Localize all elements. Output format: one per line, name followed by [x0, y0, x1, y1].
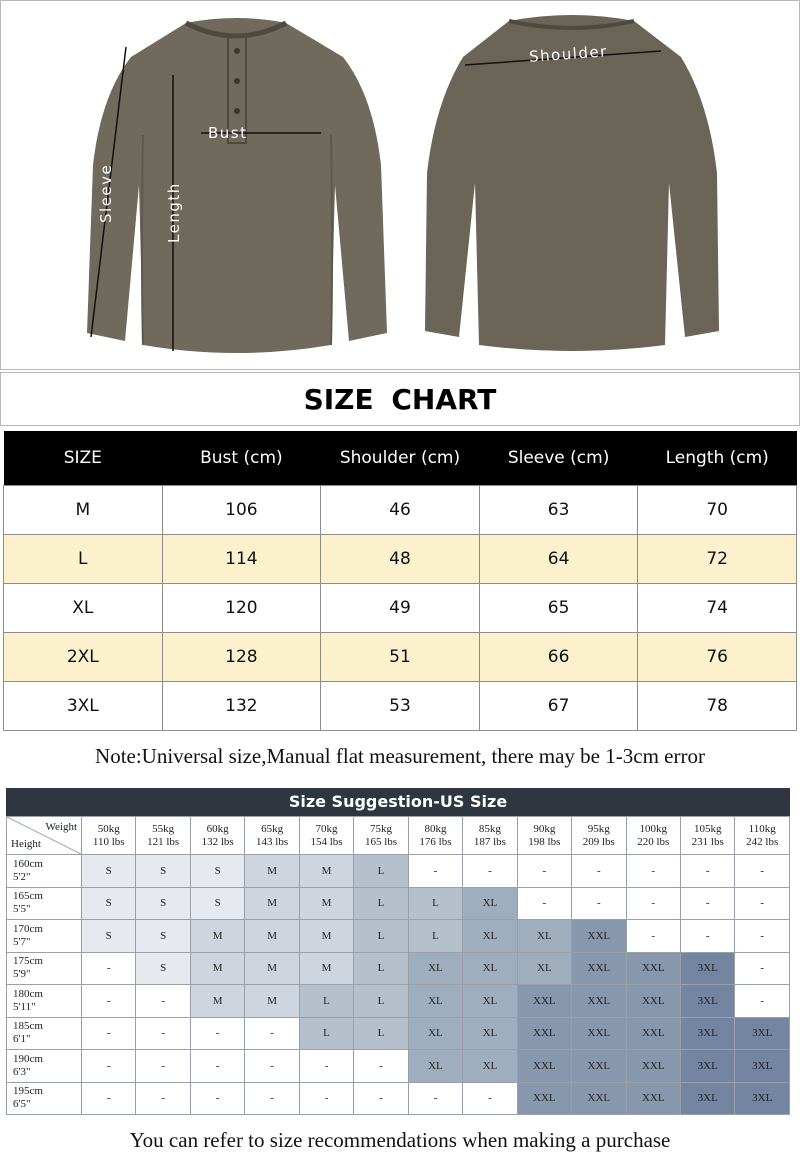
suggested-size-cell: S: [136, 952, 190, 985]
suggested-size-cell: L: [354, 1017, 408, 1050]
measurement-cell: 53: [321, 681, 480, 730]
weight-kg: 90kg: [533, 822, 556, 835]
suggested-size-cell: XXL: [626, 985, 680, 1018]
weight-kg: 75kg: [369, 822, 392, 835]
suggestion-row: [7, 1050, 790, 1083]
weight-lbs: 121 lbs: [147, 835, 180, 848]
measurement-cell: 78: [638, 681, 797, 730]
weight-lbs: 209 lbs: [582, 835, 615, 848]
suggested-size-cell: -: [680, 887, 734, 920]
suggested-size-cell: XXL: [572, 952, 626, 985]
suggested-size-cell: 3XL: [735, 1017, 790, 1050]
measurement-cell: 106: [162, 485, 321, 534]
suggested-size-cell: XXL: [572, 985, 626, 1018]
weight-lbs: 176 lbs: [419, 835, 452, 848]
suggested-size-cell: -: [735, 952, 790, 985]
height-header: [7, 952, 82, 985]
measurement-cell: 72: [638, 534, 797, 583]
measurement-note: Note:Universal size,Manual flat measurement, there may be 1-3cm error: [95, 744, 705, 768]
height-header: [7, 920, 82, 953]
suggested-size-cell: XL: [463, 952, 517, 985]
measurement-cell: 132: [162, 681, 321, 730]
height-ft: 5'7": [13, 935, 31, 948]
suggestion-row: [7, 855, 790, 888]
sleeve-label: Sleeve: [97, 163, 115, 223]
suggested-size-cell: S: [136, 887, 190, 920]
suggested-size-cell: -: [680, 855, 734, 888]
measurement-cell: 46: [321, 485, 480, 534]
suggested-size-cell: M: [245, 920, 299, 953]
suggested-size-cell: -: [354, 1082, 408, 1115]
suggested-size-cell: -: [517, 887, 571, 920]
shirt-back-image: [419, 13, 725, 353]
suggested-size-cell: 3XL: [735, 1082, 790, 1115]
suggested-size-cell: L: [299, 985, 353, 1018]
suggested-size-cell: -: [735, 855, 790, 888]
height-cm: 185cm: [13, 1020, 43, 1033]
weight-lbs: 198 lbs: [528, 835, 561, 848]
suggested-size-cell: S: [136, 920, 190, 953]
suggested-size-cell: -: [245, 1082, 299, 1115]
suggested-size-cell: S: [190, 887, 244, 920]
column-header: Bust (cm): [162, 431, 321, 485]
weight-axis-label: Weight: [45, 821, 77, 833]
height-ft: 6'3": [13, 1065, 31, 1078]
suggested-size-cell: XL: [463, 1017, 517, 1050]
weight-kg: 100kg: [639, 822, 667, 835]
suggested-size-cell: L: [408, 920, 462, 953]
shoulder-label: Shoulder: [528, 42, 609, 66]
weight-header: [680, 817, 734, 855]
suggested-size-cell: 3XL: [735, 1050, 790, 1083]
measurement-cell: 128: [162, 632, 321, 681]
suggested-size-cell: -: [735, 887, 790, 920]
suggested-size-cell: M: [299, 920, 353, 953]
size-cell: 3XL: [4, 681, 163, 730]
suggested-size-cell: -: [136, 1082, 190, 1115]
size-suggestion-table: [6, 816, 790, 1115]
suggested-size-cell: -: [190, 1050, 244, 1083]
measurement-cell: 51: [321, 632, 480, 681]
size-suggestion-panel: [6, 788, 790, 1115]
suggested-size-cell: -: [245, 1050, 299, 1083]
suggested-size-cell: XL: [463, 887, 517, 920]
size-row: [4, 681, 797, 730]
suggested-size-cell: L: [354, 855, 408, 888]
suggested-size-cell: L: [354, 952, 408, 985]
weight-lbs: 187 lbs: [473, 835, 506, 848]
size-cell: L: [4, 534, 163, 583]
suggested-size-cell: -: [680, 920, 734, 953]
height-cm: 190cm: [13, 1052, 43, 1065]
height-cm: 195cm: [13, 1085, 43, 1098]
weight-kg: 95kg: [587, 822, 610, 835]
measurement-cell: 49: [321, 583, 480, 632]
weight-kg: 85kg: [478, 822, 501, 835]
weight-header: [463, 817, 517, 855]
suggested-size-cell: -: [136, 1050, 190, 1083]
height-header: [7, 985, 82, 1018]
suggested-size-cell: 3XL: [680, 985, 734, 1018]
suggested-size-cell: M: [245, 887, 299, 920]
weight-header: [408, 817, 462, 855]
suggestion-header-row: [7, 817, 790, 855]
suggested-size-cell: XXL: [517, 985, 571, 1018]
size-cell: XL: [4, 583, 163, 632]
suggested-size-cell: XXL: [572, 1017, 626, 1050]
weight-kg: 70kg: [315, 822, 338, 835]
suggested-size-cell: XXL: [572, 1082, 626, 1115]
height-cm: 170cm: [13, 922, 43, 935]
height-ft: 6'1": [13, 1033, 31, 1046]
column-header: Shoulder (cm): [321, 431, 480, 485]
suggested-size-cell: XL: [517, 920, 571, 953]
height-cm: 180cm: [13, 987, 43, 1000]
suggested-size-cell: -: [82, 985, 136, 1018]
suggested-size-cell: XXL: [626, 1082, 680, 1115]
suggested-size-cell: -: [299, 1050, 353, 1083]
suggested-size-cell: -: [299, 1082, 353, 1115]
suggested-size-cell: XXL: [626, 1017, 680, 1050]
suggestion-row: [7, 985, 790, 1018]
suggested-size-cell: S: [82, 887, 136, 920]
suggested-size-cell: -: [626, 887, 680, 920]
height-ft: 5'11": [13, 1000, 36, 1013]
suggested-size-cell: S: [136, 855, 190, 888]
size-cell: 2XL: [4, 632, 163, 681]
height-header: [7, 887, 82, 920]
suggested-size-cell: -: [463, 1082, 517, 1115]
suggested-size-cell: XXL: [517, 1082, 571, 1115]
height-header: [7, 1050, 82, 1083]
measurement-cell: 63: [479, 485, 638, 534]
height-header: [7, 855, 82, 888]
weight-header: [190, 817, 244, 855]
measurement-cell: 114: [162, 534, 321, 583]
suggested-size-cell: S: [82, 920, 136, 953]
weight-kg: 80kg: [424, 822, 447, 835]
suggested-size-cell: M: [245, 855, 299, 888]
height-cm: 175cm: [13, 955, 43, 968]
suggested-size-cell: XL: [463, 920, 517, 953]
suggested-size-cell: S: [190, 855, 244, 888]
suggested-size-cell: M: [299, 855, 353, 888]
suggested-size-cell: -: [82, 952, 136, 985]
suggested-size-cell: XXL: [517, 1017, 571, 1050]
suggested-size-cell: L: [408, 887, 462, 920]
column-header: Sleeve (cm): [479, 431, 638, 485]
weight-header: [82, 817, 136, 855]
suggested-size-cell: -: [245, 1017, 299, 1050]
weight-kg: 65kg: [261, 822, 284, 835]
suggested-size-cell: M: [190, 985, 244, 1018]
suggested-size-cell: -: [408, 1082, 462, 1115]
suggested-size-cell: L: [354, 985, 408, 1018]
suggested-size-cell: 3XL: [680, 1082, 734, 1115]
suggested-size-cell: -: [136, 985, 190, 1018]
suggested-size-cell: M: [245, 952, 299, 985]
shirt-front-image: [81, 15, 391, 360]
weight-kg: 55kg: [152, 822, 175, 835]
suggested-size-cell: M: [245, 985, 299, 1018]
weight-header: [572, 817, 626, 855]
suggested-size-cell: -: [82, 1050, 136, 1083]
suggested-size-cell: XL: [408, 985, 462, 1018]
suggested-size-cell: M: [299, 887, 353, 920]
suggested-size-cell: -: [572, 855, 626, 888]
suggested-size-cell: L: [354, 887, 408, 920]
product-photo-panel: [0, 0, 800, 370]
size-cell: M: [4, 485, 163, 534]
suggested-size-cell: XXL: [517, 1050, 571, 1083]
weight-lbs: 242 lbs: [746, 835, 779, 848]
weight-height-corner: [7, 817, 82, 855]
suggested-size-cell: 3XL: [680, 1017, 734, 1050]
measurement-cell: 66: [479, 632, 638, 681]
size-chart-header-row: [4, 431, 797, 485]
weight-lbs: 143 lbs: [256, 835, 289, 848]
height-ft: 5'9": [13, 968, 31, 981]
suggested-size-cell: -: [408, 855, 462, 888]
suggested-size-cell: -: [626, 920, 680, 953]
size-row: [4, 534, 797, 583]
suggested-size-cell: XL: [463, 985, 517, 1018]
weight-header: [299, 817, 353, 855]
size-chart-table: [3, 431, 797, 731]
suggested-size-cell: XL: [408, 952, 462, 985]
weight-kg: 50kg: [97, 822, 120, 835]
suggested-size-cell: L: [299, 1017, 353, 1050]
weight-header: [354, 817, 408, 855]
measurement-cell: 76: [638, 632, 797, 681]
suggested-size-cell: -: [190, 1082, 244, 1115]
weight-kg: 105kg: [693, 822, 722, 835]
suggested-size-cell: -: [735, 920, 790, 953]
weight-header: [626, 817, 680, 855]
measurement-cell: 120: [162, 583, 321, 632]
suggested-size-cell: 3XL: [680, 952, 734, 985]
measurement-cell: 48: [321, 534, 480, 583]
weight-lbs: 132 lbs: [201, 835, 234, 848]
size-suggestion-title: Size Suggestion-US Size: [6, 788, 790, 816]
height-cm: 165cm: [13, 890, 43, 903]
weight-header: [136, 817, 190, 855]
suggested-size-cell: -: [463, 855, 517, 888]
weight-lbs: 110 lbs: [92, 835, 125, 848]
weight-header: [245, 817, 299, 855]
suggested-size-cell: M: [190, 920, 244, 953]
height-ft: 6'5": [13, 1098, 31, 1111]
suggested-size-cell: -: [190, 1017, 244, 1050]
suggested-size-cell: -: [572, 887, 626, 920]
suggested-size-cell: XXL: [626, 1050, 680, 1083]
height-ft: 5'5": [13, 903, 31, 916]
suggested-size-cell: M: [190, 952, 244, 985]
suggested-size-cell: XL: [463, 1050, 517, 1083]
suggested-size-cell: 3XL: [680, 1050, 734, 1083]
suggested-size-cell: S: [82, 855, 136, 888]
suggested-size-cell: -: [735, 985, 790, 1018]
weight-header: [735, 817, 790, 855]
measurement-cell: 67: [479, 681, 638, 730]
weight-lbs: 231 lbs: [691, 835, 724, 848]
suggested-size-cell: XL: [517, 952, 571, 985]
weight-kg: 60kg: [206, 822, 229, 835]
suggested-size-cell: -: [517, 855, 571, 888]
suggested-size-cell: -: [82, 1017, 136, 1050]
weight-kg: 110kg: [748, 822, 776, 835]
height-cm: 160cm: [13, 857, 43, 870]
suggestion-row: [7, 887, 790, 920]
suggested-size-cell: -: [136, 1017, 190, 1050]
weight-lbs: 165 lbs: [364, 835, 398, 848]
measurement-cell: 65: [479, 583, 638, 632]
weight-lbs: 220 lbs: [637, 835, 670, 848]
length-label: Length: [165, 182, 183, 243]
column-header: SIZE: [4, 431, 163, 485]
suggested-size-cell: M: [299, 952, 353, 985]
size-row: [4, 632, 797, 681]
suggestion-row: [7, 1017, 790, 1050]
suggested-size-cell: -: [626, 855, 680, 888]
height-header: [7, 1017, 82, 1050]
measurement-cell: 70: [638, 485, 797, 534]
suggested-size-cell: -: [82, 1082, 136, 1115]
suggested-size-cell: XL: [408, 1017, 462, 1050]
suggestion-row: [7, 1082, 790, 1115]
column-header: Length (cm): [638, 431, 797, 485]
suggested-size-cell: XL: [408, 1050, 462, 1083]
bust-label: Bust: [208, 124, 248, 142]
suggested-size-cell: XXL: [626, 952, 680, 985]
size-chart-title: SIZE CHART: [0, 372, 800, 426]
height-axis-label: Height: [11, 838, 41, 850]
measurement-cell: 74: [638, 583, 797, 632]
height-header: [7, 1082, 82, 1115]
weight-lbs: 154 lbs: [310, 835, 343, 848]
suggested-size-cell: -: [354, 1050, 408, 1083]
suggested-size-cell: L: [354, 920, 408, 953]
measurement-cell: 64: [479, 534, 638, 583]
weight-header: [517, 817, 571, 855]
purchase-advice: You can refer to size recommendations when making a purchase: [129, 1128, 671, 1152]
size-row: [4, 583, 797, 632]
suggestion-row: [7, 920, 790, 953]
suggestion-row: [7, 952, 790, 985]
suggested-size-cell: XXL: [572, 920, 626, 953]
size-row: [4, 485, 797, 534]
suggested-size-cell: XXL: [572, 1050, 626, 1083]
height-ft: 5'2": [13, 870, 31, 883]
